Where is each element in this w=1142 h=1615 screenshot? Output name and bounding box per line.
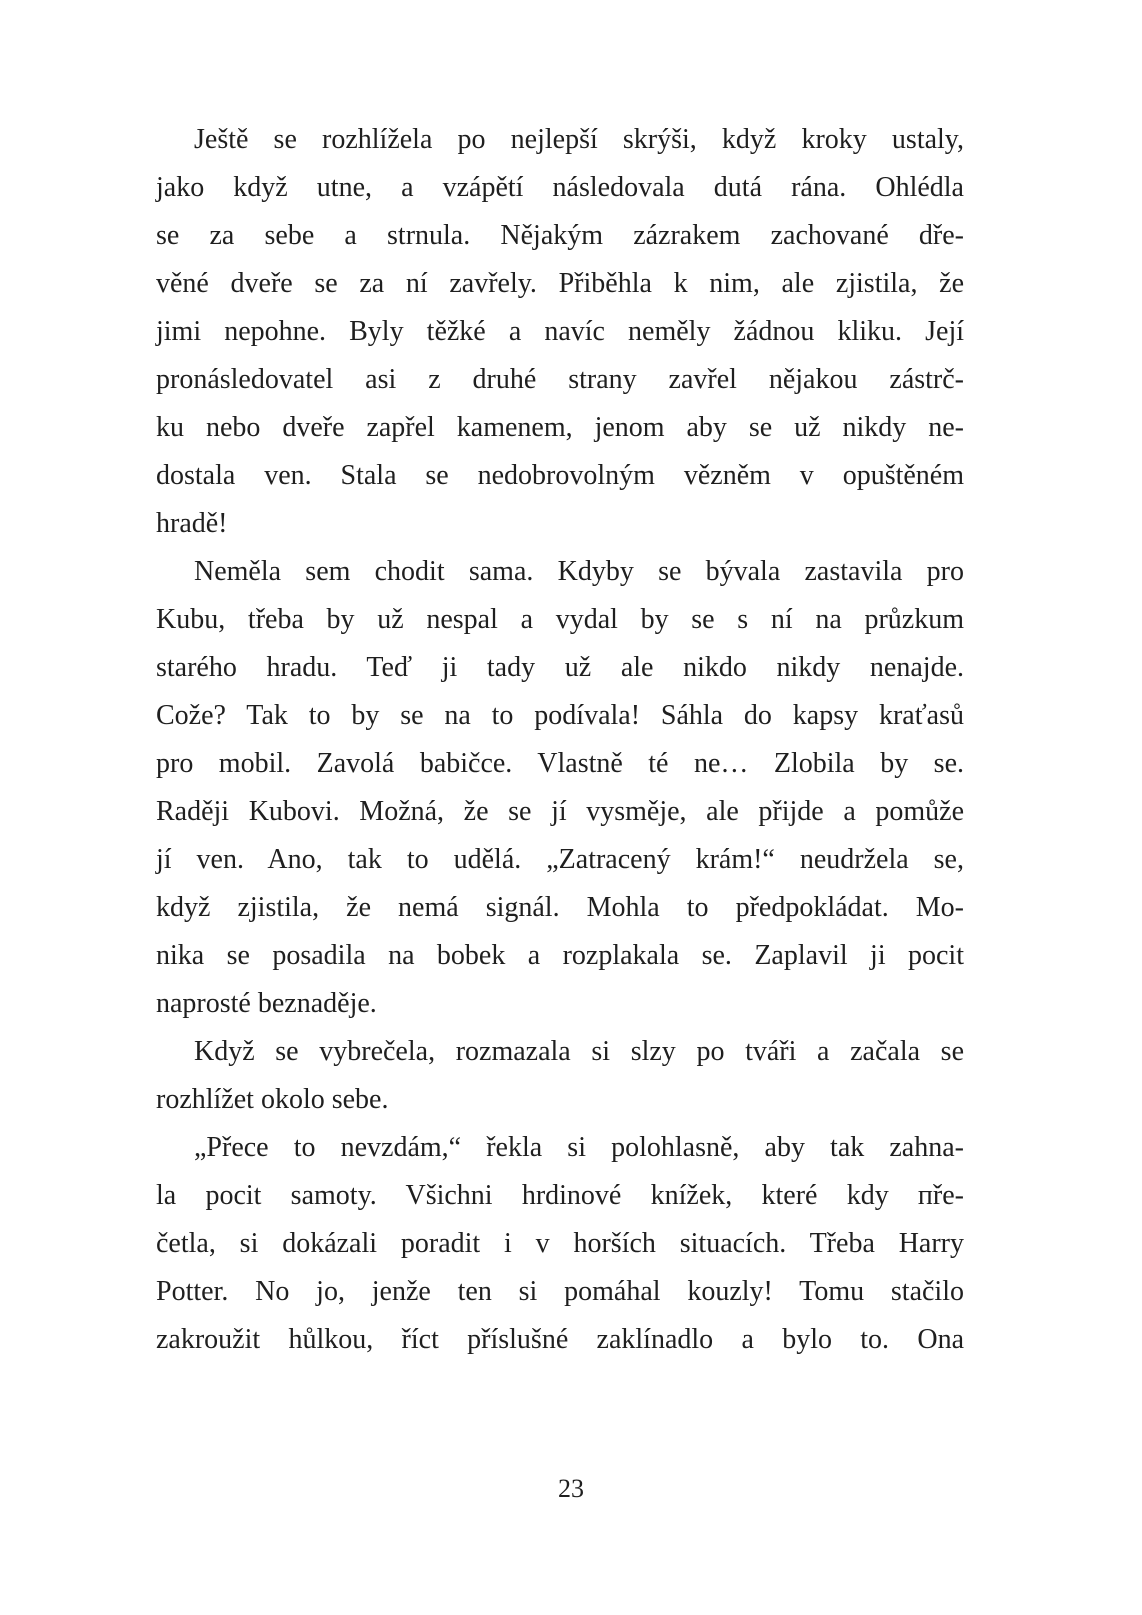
text-line: jako když utne, a vzápětí následovala dutá rána. Ohlédla: [156, 172, 964, 203]
text-line: četla, si dokázali poradit i v horších situacích. Třeba Harry: [156, 1228, 964, 1259]
paragraph: [156, 548, 964, 1028]
text-line: hradě!: [156, 508, 228, 539]
text-line: „Přece to nevzdám,“ řekla si polohlasně, aby tak zahna-: [194, 1132, 964, 1163]
text-line: dostala ven. Stala se nedobrovolným vězněm v opuštěném: [156, 460, 964, 491]
text-line: Neměla sem chodit sama. Kdyby se bývala zastavila pro: [194, 556, 964, 587]
text-line: naprosté beznaděje.: [156, 988, 377, 1019]
page-number: 23: [558, 1474, 584, 1503]
paragraph: [156, 1028, 964, 1124]
text-line: pronásledovatel asi z druhé strany zavřel nějakou zástrč-: [156, 364, 964, 395]
text-line: Cože? Tak to by se na to podívala! Sáhla do kapsy kraťasů: [156, 700, 964, 731]
paragraph: [156, 1124, 964, 1364]
text-line: Kubu, třeba by už nespal a vydal by se s ní na průzkum: [156, 604, 964, 635]
paragraph: [156, 116, 964, 548]
text-line: Ještě se rozhlížela po nejlepší skrýši, když kroky ustaly,: [194, 124, 964, 155]
text-line: rozhlížet okolo sebe.: [156, 1084, 389, 1115]
text-line: když zjistila, že nemá signál. Mohla to předpokládat. Mo-: [156, 892, 964, 923]
text-line: la pocit samoty. Všichni hrdinové knížek, které kdy пře-: [156, 1180, 964, 1211]
body-text: [156, 116, 964, 1364]
text-line: Potter. No jo, jenže ten si pomáhal kouzly! Tomu stačilo: [156, 1276, 964, 1307]
text-line: se za sebe a strnula. Nějakým zázrakem zachované dře-: [156, 220, 964, 251]
text-line: zakroužit hůlkou, říct příslušné zaklínadlo a bylo to. Ona: [156, 1324, 964, 1355]
text-line: starého hradu. Teď ji tady už ale nikdo nikdy nenajde.: [156, 652, 964, 683]
text-line: jimi nepohne. Byly těžké a navíc neměly žádnou kliku. Její: [156, 316, 964, 347]
text-line: věné dveře se za ní zavřely. Přiběhla k nim, ale zjistila, že: [156, 268, 964, 299]
text-line: pro mobil. Zavolá babičce. Vlastně té ne… Zlobila by se.: [156, 748, 964, 779]
text-line: nika se posadila na bobek a rozplakala se. Zaplavil ji pocit: [156, 940, 964, 971]
text-line: Raději Kubovi. Možná, že se jí vysměje, ale přijde a pomůže: [156, 796, 964, 827]
text-line: Když se vybrečela, rozmazala si slzy po tváři a začala se: [194, 1036, 964, 1067]
text-line: jí ven. Ano, tak to udělá. „Zatracený krám!“ neudržela se,: [156, 844, 964, 875]
text-line: ku nebo dveře zapřel kamenem, jenom aby se už nikdy ne-: [156, 412, 964, 443]
